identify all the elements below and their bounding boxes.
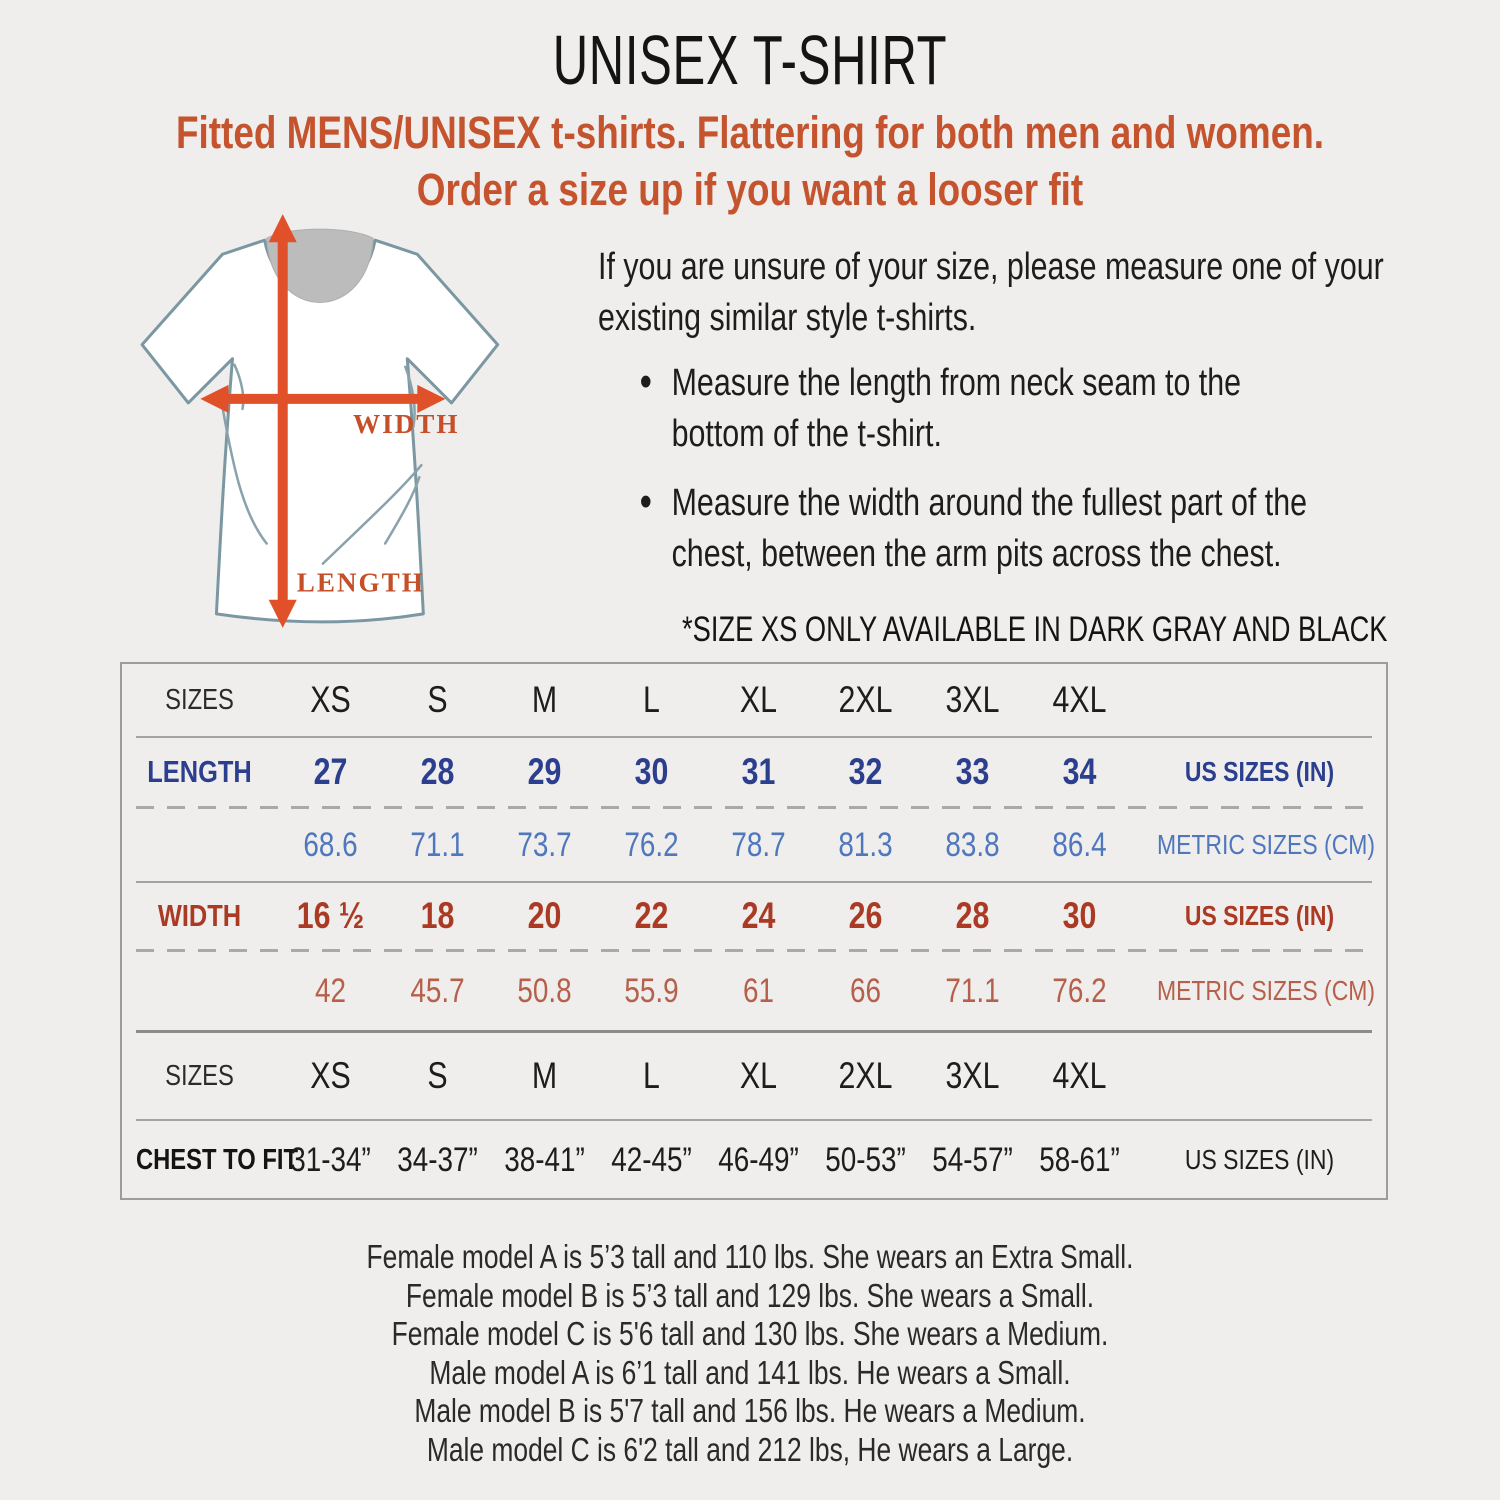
chest-value: 46-49” xyxy=(718,1140,799,1179)
length-in-value: 29 xyxy=(527,751,562,792)
table-row-sizes-repeat xyxy=(122,1033,1386,1119)
length-in-value: 28 xyxy=(420,751,455,792)
chest-value: 58-61” xyxy=(1039,1140,1120,1179)
length-in-value: 27 xyxy=(313,751,348,792)
width-cm-value: 71.1 xyxy=(945,971,1000,1010)
length-cm-value: 78.7 xyxy=(731,825,786,864)
chest-value: 31-34” xyxy=(290,1140,371,1179)
width-cm-value: 50.8 xyxy=(517,971,572,1010)
instructions-list xyxy=(598,358,1398,580)
size-col: S xyxy=(427,679,448,720)
length-cm-value: 81.3 xyxy=(838,825,893,864)
model-line: Male model C is 6'2 tall and 212 lbs, He wears a Large. xyxy=(426,1430,1074,1468)
length-in-value: 31 xyxy=(741,751,776,792)
table-row-width-cm xyxy=(122,952,1386,1030)
size-col: M xyxy=(531,1055,558,1096)
size-col: 3XL xyxy=(945,1055,1000,1096)
subtitle-line-1: Fitted MENS/UNISEX t-shirts. Flattering for both men and women. xyxy=(175,107,1325,158)
size-col: 4XL xyxy=(1052,679,1107,720)
measuring-instructions xyxy=(598,242,1398,598)
size-col: XS xyxy=(310,679,351,720)
width-cm-value: 66 xyxy=(849,971,882,1010)
length-cm-value: 68.6 xyxy=(303,825,358,864)
tshirt-measurement-diagram xyxy=(122,206,574,643)
subtitle-line-2: Order a size up if you want a looser fit xyxy=(416,164,1084,215)
unit-label: METRIC SIZES (CM) xyxy=(1156,975,1376,1006)
size-col: L xyxy=(643,1055,660,1096)
length-cm-value: 71.1 xyxy=(410,825,465,864)
width-in-value: 18 xyxy=(420,895,455,936)
table-row-width-in xyxy=(122,883,1386,949)
model-line: Female model B is 5’3 tall and 129 lbs. She wears a Small. xyxy=(405,1276,1095,1314)
model-line: Female model A is 5’3 tall and 110 lbs. She wears an Extra Small. xyxy=(366,1238,1134,1275)
xs-availability-note: *SIZE XS ONLY AVAILABLE IN DARK GRAY AND BLACK xyxy=(682,610,1388,649)
width-arrow-label: WIDTH xyxy=(353,409,460,440)
width-in-value: 30 xyxy=(1062,895,1097,936)
width-in-value: 16 ½ xyxy=(296,895,365,936)
unit-label: METRIC SIZES (CM) xyxy=(1156,829,1376,860)
size-col: XL xyxy=(739,1055,778,1096)
size-col: XS xyxy=(310,1055,351,1096)
unit-label: US SIZES (IN) xyxy=(1184,900,1335,931)
length-cm-value: 86.4 xyxy=(1052,825,1107,864)
size-col: 2XL xyxy=(838,1055,893,1096)
width-in-value: 24 xyxy=(741,895,776,936)
chest-value: 38-41” xyxy=(504,1140,585,1179)
subtitle xyxy=(135,104,1365,218)
size-col: 2XL xyxy=(838,679,893,720)
table-row-chest-to-fit xyxy=(122,1121,1386,1199)
size-col: S xyxy=(427,1055,448,1096)
page-title: UNISEX T-SHIRT xyxy=(552,21,948,99)
model-reference-list xyxy=(150,1238,1350,1469)
row-label: LENGTH xyxy=(147,754,252,789)
row-label: CHEST TO FIT xyxy=(135,1143,299,1176)
instruction-item: • Measure the width around the fullest part of the chest, between the arm pits across the chest. xyxy=(598,478,1318,580)
width-cm-value: 76.2 xyxy=(1052,971,1107,1010)
chest-value: 42-45” xyxy=(611,1140,692,1179)
model-line: Male model A is 6’1 tall and 141 lbs. He wears a Small. xyxy=(429,1353,1071,1391)
instructions-intro: If you are unsure of your size, please measure one of your existing similar style t-shirts. xyxy=(598,246,1384,339)
table-row-length-cm xyxy=(122,809,1386,881)
table-row-sizes-header xyxy=(122,664,1386,736)
model-line: Female model C is 5'6 tall and 130 lbs. She wears a Medium. xyxy=(391,1315,1109,1352)
width-cm-value: 55.9 xyxy=(624,971,679,1010)
width-in-value: 28 xyxy=(955,895,990,936)
chest-value: 34-37” xyxy=(397,1140,478,1179)
row-label: SIZES xyxy=(165,683,234,716)
length-in-value: 30 xyxy=(634,751,669,792)
size-chart-table xyxy=(120,662,1388,1200)
size-col: 3XL xyxy=(945,679,1000,720)
width-cm-value: 45.7 xyxy=(410,971,465,1010)
width-cm-value: 61 xyxy=(742,971,775,1010)
size-col: XL xyxy=(739,679,778,720)
row-label: WIDTH xyxy=(157,898,242,933)
table-row-length-in xyxy=(122,738,1386,806)
width-cm-value: 42 xyxy=(314,971,347,1010)
length-cm-value: 83.8 xyxy=(945,825,1000,864)
row-label: SIZES xyxy=(165,1059,234,1092)
length-in-value: 34 xyxy=(1062,751,1097,792)
length-in-value: 33 xyxy=(955,751,990,792)
width-in-value: 26 xyxy=(848,895,883,936)
unit-label: US SIZES (IN) xyxy=(1184,1144,1335,1175)
size-col: 4XL xyxy=(1052,1055,1107,1096)
size-col: L xyxy=(643,679,660,720)
chest-value: 50-53” xyxy=(825,1140,906,1179)
unit-label: US SIZES (IN) xyxy=(1184,756,1335,787)
model-line: Male model B is 5'7 tall and 156 lbs. He wears a Medium. xyxy=(414,1392,1086,1429)
chest-value: 54-57” xyxy=(932,1140,1013,1179)
length-in-value: 32 xyxy=(848,751,883,792)
width-in-value: 22 xyxy=(634,895,669,936)
width-in-value: 20 xyxy=(527,895,562,936)
size-col: M xyxy=(531,679,558,720)
length-arrow-label: LENGTH xyxy=(296,567,425,598)
instruction-item: • Measure the length from neck seam to the bottom of the t-shirt. xyxy=(598,358,1318,460)
length-cm-value: 76.2 xyxy=(624,825,679,864)
length-cm-value: 73.7 xyxy=(517,825,572,864)
